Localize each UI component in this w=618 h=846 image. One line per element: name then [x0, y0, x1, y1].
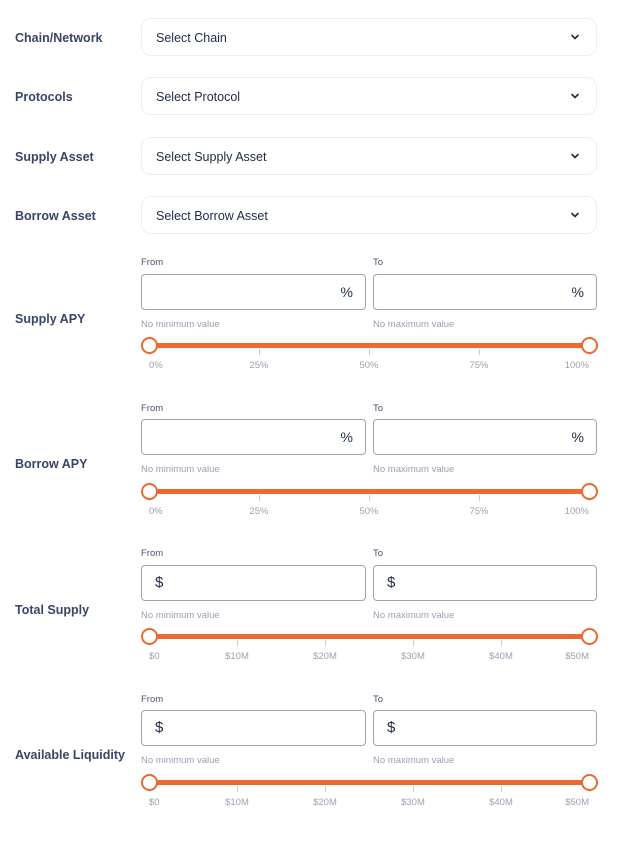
- supply-asset-select[interactable]: [141, 137, 597, 175]
- to-label: To: [373, 694, 384, 705]
- slider-tick-label: 25%: [249, 506, 269, 517]
- chain-select-value: Select Chain: [156, 31, 227, 45]
- chevron-down-icon: [570, 32, 580, 42]
- slider-tick: [259, 349, 260, 355]
- from-hint: No minimum value: [141, 464, 220, 475]
- borrow-apy-to-input[interactable]: [373, 419, 597, 455]
- slider-max-handle[interactable]: [581, 774, 598, 791]
- slider-track: [149, 780, 589, 785]
- slider-tick: [479, 349, 480, 355]
- borrow-apy-slider[interactable]: [141, 483, 597, 523]
- to-label: To: [373, 548, 384, 559]
- borrow-asset-label: Borrow Asset: [15, 209, 96, 223]
- dollar-unit: $: [387, 574, 396, 591]
- slider-tick: [237, 640, 238, 646]
- slider-tick: [325, 640, 326, 646]
- chain-label: Chain/Network: [15, 31, 103, 45]
- to-hint: No maximum value: [373, 464, 455, 475]
- slider-tick: [369, 495, 370, 501]
- from-label: From: [141, 694, 164, 705]
- slider-tick: [325, 786, 326, 792]
- slider-tick: [501, 786, 502, 792]
- from-label: From: [141, 403, 164, 414]
- protocol-select-value: Select Protocol: [156, 90, 241, 104]
- slider-track: [149, 489, 589, 494]
- slider-tick: [237, 786, 238, 792]
- percent-unit: %: [571, 284, 584, 300]
- available-liquidity-from-input[interactable]: [141, 710, 366, 746]
- protocols-label: Protocols: [15, 90, 73, 104]
- chevron-down-icon: [570, 210, 580, 220]
- slider-min-handle[interactable]: [141, 483, 158, 500]
- supply-apy-from-input[interactable]: [141, 274, 366, 310]
- slider-tick-label: 100%: [564, 506, 589, 517]
- total-supply-label: Total Supply: [15, 603, 90, 617]
- slider-tick-label: 25%: [249, 360, 269, 371]
- slider-tick-label: $20M: [313, 651, 337, 662]
- to-hint: No maximum value: [373, 610, 455, 621]
- slider-tick-label: $40M: [489, 651, 513, 662]
- borrow-apy-label: Borrow APY: [15, 457, 88, 471]
- borrow-apy-from-input[interactable]: [141, 419, 366, 455]
- supply-apy-slider[interactable]: [141, 337, 597, 377]
- slider-min-handle[interactable]: [141, 628, 158, 645]
- slider-tick-label: $50M: [565, 797, 589, 808]
- percent-unit: %: [340, 429, 353, 445]
- slider-tick-label: $20M: [313, 797, 337, 808]
- available-liquidity-to-input[interactable]: [373, 710, 597, 746]
- slider-tick-label: $0: [149, 651, 160, 662]
- slider-tick: [369, 349, 370, 355]
- supply-asset-label: Supply Asset: [15, 150, 94, 164]
- to-label: To: [373, 403, 384, 414]
- slider-tick-label: 75%: [469, 506, 489, 517]
- slider-max-handle[interactable]: [581, 483, 598, 500]
- slider-tick-label: $30M: [401, 651, 425, 662]
- slider-tick: [501, 640, 502, 646]
- slider-tick-label: 50%: [359, 506, 379, 517]
- chevron-down-icon: [570, 91, 580, 101]
- chain-select[interactable]: [141, 18, 597, 56]
- percent-unit: %: [571, 429, 584, 445]
- supply-apy-to-input[interactable]: [373, 274, 597, 310]
- from-hint: No minimum value: [141, 319, 220, 330]
- borrow-asset-select-value: Select Borrow Asset: [156, 209, 268, 223]
- slider-tick: [259, 495, 260, 501]
- protocol-select[interactable]: [141, 77, 597, 115]
- slider-tick-label: 0%: [149, 360, 163, 371]
- slider-tick-label: $0: [149, 797, 160, 808]
- chevron-down-icon: [570, 151, 580, 161]
- slider-tick-label: 0%: [149, 506, 163, 517]
- from-hint: No minimum value: [141, 755, 220, 766]
- slider-tick: [413, 640, 414, 646]
- slider-tick-label: $50M: [565, 651, 589, 662]
- slider-tick-label: 50%: [359, 360, 379, 371]
- percent-unit: %: [340, 284, 353, 300]
- from-label: From: [141, 257, 164, 268]
- supply-apy-label: Supply APY: [15, 312, 86, 326]
- from-label: From: [141, 548, 164, 559]
- slider-tick: [413, 786, 414, 792]
- supply-asset-select-value: Select Supply Asset: [156, 150, 267, 164]
- dollar-unit: $: [387, 719, 396, 736]
- total-supply-to-input[interactable]: [373, 565, 597, 601]
- available-liquidity-label: Available Liquidity: [15, 748, 125, 762]
- slider-min-handle[interactable]: [141, 337, 158, 354]
- slider-max-handle[interactable]: [581, 337, 598, 354]
- dollar-unit: $: [155, 574, 164, 591]
- slider-track: [149, 343, 589, 348]
- from-hint: No minimum value: [141, 610, 220, 621]
- slider-tick-label: $10M: [225, 797, 249, 808]
- slider-track: [149, 634, 589, 639]
- slider-tick-label: $10M: [225, 651, 249, 662]
- slider-tick-label: 100%: [564, 360, 589, 371]
- available-liquidity-slider[interactable]: [141, 774, 597, 814]
- to-label: To: [373, 257, 384, 268]
- dollar-unit: $: [155, 719, 164, 736]
- slider-tick-label: $40M: [489, 797, 513, 808]
- total-supply-slider[interactable]: [141, 628, 597, 668]
- slider-tick-label: 75%: [469, 360, 489, 371]
- to-hint: No maximum value: [373, 319, 455, 330]
- slider-tick: [479, 495, 480, 501]
- slider-max-handle[interactable]: [581, 628, 598, 645]
- slider-tick-label: $30M: [401, 797, 425, 808]
- total-supply-from-input[interactable]: [141, 565, 366, 601]
- borrow-asset-select[interactable]: [141, 196, 597, 234]
- to-hint: No maximum value: [373, 755, 455, 766]
- slider-min-handle[interactable]: [141, 774, 158, 791]
